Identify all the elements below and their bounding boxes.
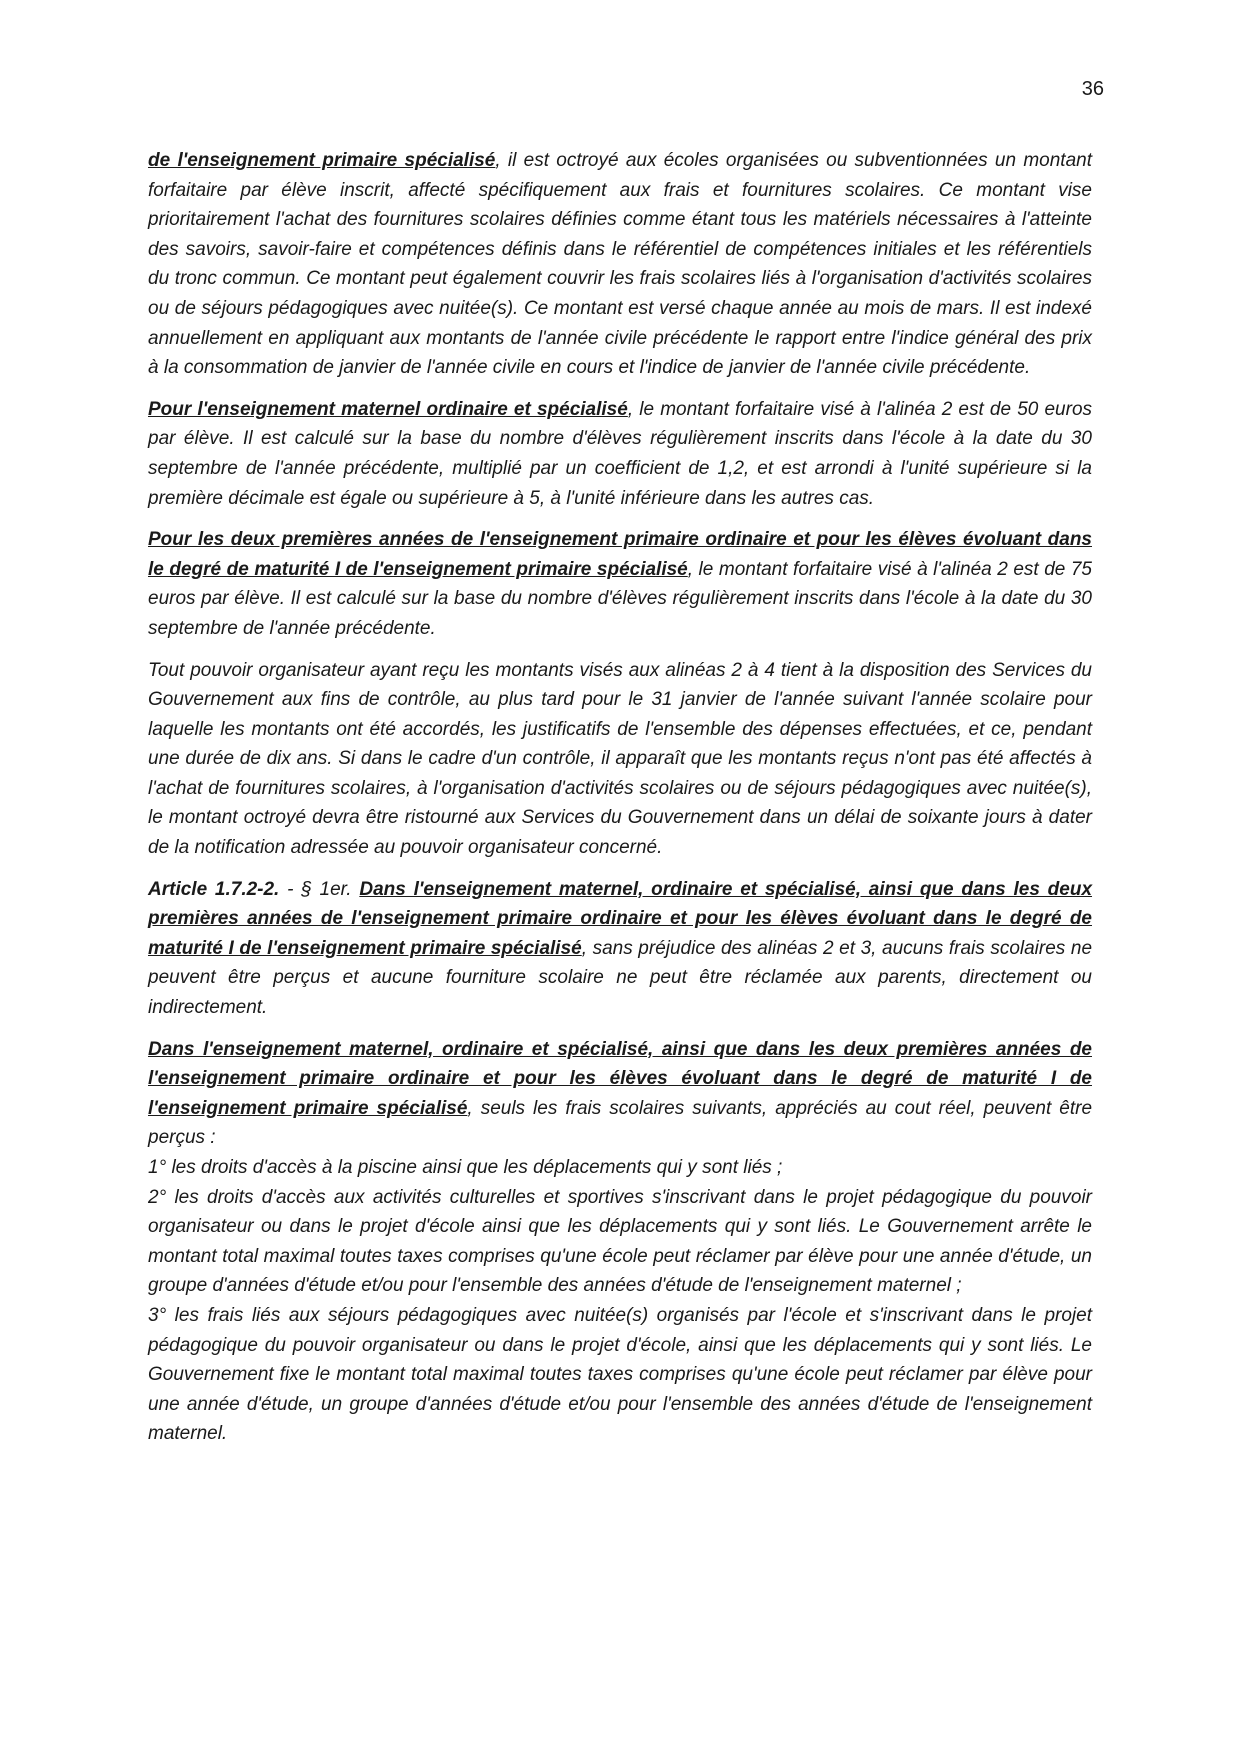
paragraph-1-text: , il est octroyé aux écoles organisées ou subventionnées un montant forfaitaire par élève inscrit, affecté spécifiquement aux frais et fournitures scolaires. Ce montant vise prioritairement l'achat des fournitures scolaires définies comme étant tous les matériels nécessaires à l'atteinte des savoirs, savoir-faire et compétences définis dans le référentiel de compétences initiales et les référentiels du tronc commun. Ce montant peut également couvrir les frais scolaires liés à l'organisation d'activités scolaires ou de séjours pédagogiques avec nuitée(s). Ce montant est versé chaque année au mois de mars. Il est indexé annuellement en appliquant aux montants de l'année civile précédente le rapport entre l'indice général des prix à la consommation de janvier de l'année civile en cours et l'indice de janvier de l'année civile précédente.: [148, 150, 1092, 379]
paragraph-1: [148, 146, 1092, 383]
paragraph-3-emphasis: Pour les deux premières années de l'enseignement primaire ordinaire et pour les élèves évoluant dans le degré de maturité I de l'enseignement primaire spécialisé: [148, 529, 1092, 580]
article-text: , sans préjudice des alinéas 2 et 3, aucuns frais scolaires ne peuvent être perçus et aucune fourniture scolaire ne peut être réclamée aux parents, directement ou indirectement.: [148, 937, 1093, 1019]
article-number: Article 1.7.2-2.: [148, 878, 280, 900]
paragraph-3-text: , le montant forfaitaire visé à l'alinéa 2 est de 75 euros par élève. Il est calculé sur la base du nombre d'élèves régulièrement inscrits dans l'école à la date du 30 septembre de l'année précédente.: [148, 558, 1092, 639]
paragraph-2-text: , le montant forfaitaire visé à l'alinéa 2 est de 50 euros par élève. Il est calculé sur la base du nombre d'élèves régulièrement inscrits dans l'école à la date du 30 septembre de l'année précédente, multiplié par un coefficient de 1,2, et est arrondi à l'unité supérieure si la première décimale est égale ou supérieure à 5, à l'unité inférieure dans les autres cas.: [148, 398, 1093, 509]
list-item-3: 3° les frais liés aux séjours pédagogiques avec nuitée(s) organisés par l'école et s'inscrivant dans le projet pédagogique du pouvoir organisateur ou dans le projet d'école, ainsi que les déplacements qui y sont liés. Le Gouvernement fixe le montant total maximal toutes taxes comprises qu'une école peut réclamer par élève pour une année d'étude, un groupe d'années d'étude et/ou pour l'ensemble des années d'étude de l'enseignement maternel.: [148, 1304, 1092, 1445]
paragraph-2: [148, 395, 1092, 513]
paragraph-3: [148, 525, 1092, 643]
paragraph-4: [148, 656, 1092, 863]
article-paragraph: [148, 875, 1092, 1023]
article-emphasis: Dans l'enseignement maternel, ordinaire et spécialisé, ainsi que dans les deux premières années de l'enseignement primaire ordinaire et pour les élèves évoluant dans le degré de maturité I de l'enseignement primaire spécialisé: [148, 878, 1093, 959]
frais-emphasis: Dans l'enseignement maternel, ordinaire et spécialisé, ainsi que dans les deux premières années de l'enseignement primaire ordinaire et pour les élèves évoluant dans le degré de maturité I de l'enseignement primaire spécialisé: [148, 1038, 1092, 1119]
page-number: 36: [1081, 78, 1104, 100]
list-item-1: 1° les droits d'accès à la piscine ainsi que les déplacements qui y sont liés ;: [148, 1157, 783, 1178]
paragraph-2-emphasis: Pour l'enseignement maternel ordinaire et spécialisé: [148, 398, 628, 420]
list-item-2: 2° les droits d'accès aux activités culturelles et sportives s'inscrivant dans le projet pédagogique du pouvoir organisateur ou dans le projet d'école ainsi que les déplacements qui y sont liés. Le Gouvernement arrête le montant total maximal toutes taxes comprises qu'une école peut réclamer par élève pour une année d'étude, un groupe d'années d'étude et/ou pour l'ensemble des années d'étude de l'enseignement maternel ;: [148, 1186, 1092, 1297]
article-section: - § 1er.: [279, 878, 360, 900]
document-body: [148, 146, 1092, 1461]
paragraph-4-text: Tout pouvoir organisateur ayant reçu les montants visés aux alinéas 2 à 4 tient à la disposition des Services du Gouvernement aux fins de contrôle, au plus tard pour le 31 janvier de l'année suivant l'année scolaire pour laquelle les montants ont été accordés, les justificatifs de l'ensemble des dépenses effectuées, et ce, pendant une durée de dix ans. Si dans le cadre d'un contrôle, il apparaît que les montants reçus n'ont pas été affectés à l'achat de fournitures scolaires, à l'organisation d'activités scolaires ou de séjours pédagogiques avec nuitée(s), le montant octroyé devra être ristourné aux Services du Gouvernement dans un délai de soixante jours à dater de la notification adressée au pouvoir organisateur concerné.: [148, 659, 1092, 859]
paragraph-1-emphasis: de l'enseignement primaire spécialisé: [148, 150, 496, 171]
frais-paragraph: [148, 1035, 1092, 1449]
frais-text: , seuls les frais scolaires suivants, appréciés au cout réel, peuvent être perçus :: [148, 1097, 1093, 1149]
